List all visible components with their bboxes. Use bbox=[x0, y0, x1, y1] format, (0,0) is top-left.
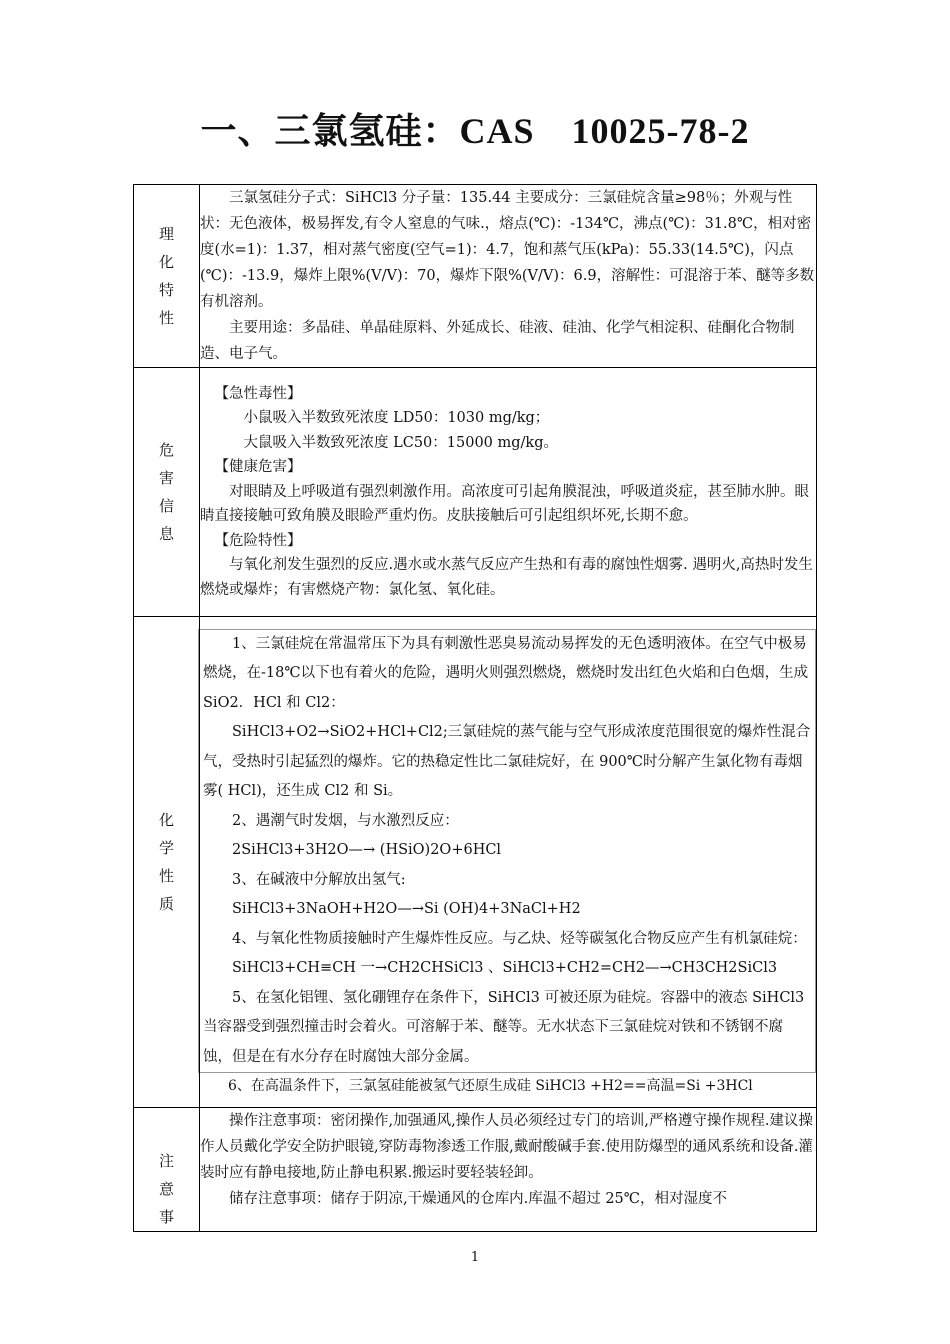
physical-row bbox=[134, 185, 817, 368]
physical-label bbox=[134, 185, 200, 368]
notes-row bbox=[134, 1108, 817, 1232]
acute-toxicity-heading: 【急性毒性】 bbox=[214, 385, 302, 402]
label-char: 息 bbox=[158, 525, 174, 543]
label-char: 害 bbox=[158, 469, 174, 487]
label-char: 质 bbox=[158, 895, 174, 913]
page-title: 一、三氯氢硅：CAS 10025-78-2 bbox=[200, 111, 750, 151]
label-char: 危 bbox=[158, 441, 174, 459]
chemical-content bbox=[200, 617, 817, 1108]
notes-content bbox=[200, 1108, 817, 1232]
chem-paragraph: 4、与氧化性物质接触时产生爆炸性反应。与乙炔、烃等碳氢化合物反应产生有机氯硅烷： bbox=[232, 930, 807, 947]
msds-table bbox=[133, 184, 817, 1232]
storage-notes-text: 储存注意事项：储存于阴凉,干燥通风的仓库内.库温不超过 25℃，相对湿度不 bbox=[229, 1191, 727, 1207]
label-char: 性 bbox=[158, 867, 174, 885]
acute-toxicity-line: 大鼠吸入半数致死浓度 LC50：15000 mg/kg。 bbox=[243, 434, 559, 451]
chem-paragraph: 3、在碱液中分解放出氢气: bbox=[232, 871, 406, 888]
label-char: 理 bbox=[158, 225, 174, 243]
chem-paragraph: 6、在高温条件下，三氯氢硅能被氢气还原生成硅 SiHCl3 +H2==高温=Si +3HCl bbox=[228, 1078, 753, 1095]
physical-content bbox=[200, 185, 817, 368]
label-char: 学 bbox=[158, 839, 174, 857]
label-char: 化 bbox=[158, 811, 174, 829]
danger-text: 与氧化剂发生强烈的反应.遇水或水蒸气反应产生热和有毒的腐蚀性烟雾. 遇明火,高热时发生燃烧或爆炸；有害燃烧产物：氯化氢、氧化硅。 bbox=[200, 557, 813, 598]
danger-heading: 【危险特性】 bbox=[214, 532, 302, 549]
chem-equation: SiHCl3+CH≡CH 一→CH2CHSiCl3 、SiHCl3+CH2=CH2—→CH3CH2SiCl3 bbox=[232, 960, 778, 977]
acute-toxicity-line: 小鼠吸入半数致死浓度 LD50：1030 mg/kg； bbox=[243, 410, 550, 427]
operation-notes-text: 操作注意事项：密闭操作,加强通风,操作人员必须经过专门的培训,严格遵守操作规程.建议操作人员戴化学安全防护眼镜,穿防毒物渗透工作服,戴耐酸碱手套.使用防爆型的通风系统和设备.灌装时应有静电接地,防止静电积累.搬运时要轻装轻卸。 bbox=[200, 1113, 813, 1181]
label-char: 事 bbox=[158, 1208, 174, 1226]
page-number: 1 bbox=[470, 1250, 480, 1265]
label-char: 特 bbox=[158, 281, 174, 299]
chemical-row bbox=[134, 617, 817, 1108]
label-char: 信 bbox=[158, 497, 174, 515]
main-uses-text: 主要用途：多晶硅、单晶硅原料、外延成长、硅液、硅油、化学气相淀积、硅酮化合物制造、电子气。 bbox=[200, 320, 795, 362]
health-hazard-text: 对眼睛及上呼吸道有强烈刺激作用。高浓度可引起角膜混浊，呼吸道炎症，甚至肺水肿。眼睛直接接触可致角膜及眼睑严重灼伤。皮肤接触后可引起组织坏死,长期不愈。 bbox=[200, 483, 809, 525]
label-char: 化 bbox=[158, 253, 174, 271]
chem-paragraph: 2、遇潮气时发烟，与水激烈反应： bbox=[232, 812, 459, 829]
hazard-label bbox=[134, 368, 200, 617]
label-char: 注 bbox=[158, 1152, 174, 1170]
label-char: 性 bbox=[158, 309, 174, 327]
chem-paragraph: 1、三氯硅烷在常温常压下为具有刺激性恶臭易流动易挥发的无色透明液体。在空气中极易燃烧，在-18℃以下也有着火的危险，遇明火则强烈燃烧，燃烧时发出红色火焰和白色烟，生成 SiO2．HCl 和 Cl2： bbox=[203, 635, 809, 711]
chemical-properties-box bbox=[198, 629, 816, 1074]
chemical-label bbox=[134, 617, 200, 1108]
physical-properties-text: 三氯氢硅分子式：SiHCl3 分子量：135.44 主要成分：三氯硅烷含量≥98％；外观与性状：无色液体，极易挥发,有令人窒息的气味.，熔点(℃)：-134℃，沸点(℃)：31.8℃，相对密度(水=1)：1.37，相对蒸气密度(空气=1)：4.7，饱和蒸气压(kPa)：55.33(14.5℃)，闪点(℃)：-13.9，爆炸上限%(V/V)：70，爆炸下限%(V/V)：6.9，溶解性：可混溶于苯、醚等多数有机溶剂。 bbox=[200, 190, 815, 310]
label-char: 意 bbox=[158, 1180, 174, 1198]
hazard-row bbox=[134, 368, 817, 617]
chem-equation: 2SiHCl3+3H2O—→ (HSiO)2O+6HCl bbox=[232, 842, 502, 859]
chem-equation: SiHCl3+3NaOH+H2O—→Si (OH)4+3NaCl+H2 bbox=[232, 901, 581, 918]
notes-label bbox=[134, 1108, 200, 1232]
chem-paragraph: 5、在氢化铝锂、氢化硼锂存在条件下，SiHCl3 可被还原为硅烷。容器中的液态 SiHCl3 当容器受到强烈撞击时会着火。可溶解于苯、醚等。无水状态下三氯硅烷对铁和不锈钢不腐蚀，但是在有水分存在时腐蚀大部分金属。 bbox=[203, 989, 805, 1065]
hazard-content bbox=[200, 368, 817, 617]
chem-paragraph: SiHCl3+O2→SiO2+HCl+Cl2;三氯硅烷的蒸气能与空气形成浓度范围很宽的爆炸性混合气，受热时引起猛烈的爆炸。它的热稳定性比二氯硅烷好，在 900℃时分解产生氯化物有毒烟雾( HCl)，还生成 Cl2 和 Si。 bbox=[203, 724, 811, 800]
health-hazard-heading: 【健康危害】 bbox=[214, 459, 302, 476]
